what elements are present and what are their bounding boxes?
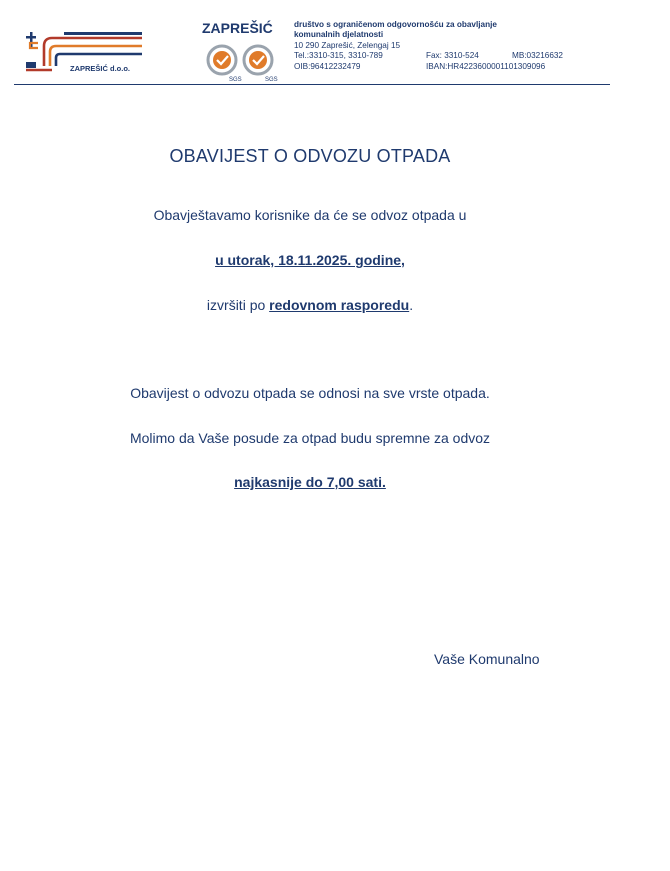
- schedule-suffix: .: [409, 297, 414, 313]
- notice-deadline: [0, 474, 620, 490]
- company-address: 10 290 Zaprešić, Zelengaj 15: [294, 40, 401, 50]
- notice-schedule: [0, 297, 620, 313]
- company-iban: IBAN:HR4223600001101309096: [426, 61, 546, 71]
- logo-caption: ZAPREŠIĆ d.o.o.: [70, 64, 130, 73]
- notice-request: Molimo da Vaše posude za otpad budu spremne za odvoz: [129, 430, 491, 446]
- company-tel: Tel.:3310-315, 3310-789: [294, 51, 383, 61]
- company-oib: OIB:96412232479: [294, 61, 361, 71]
- letterhead: [0, 0, 670, 90]
- notice-scope: Obavijest o odvozu otpada se odnosi na sve vrste otpada.: [130, 385, 490, 401]
- notice-line: Obavještavamo korisnike da će se odvoz otpada u: [153, 207, 467, 223]
- company-info: [294, 20, 563, 72]
- notice-deadline-text: najkasnije do 7,00 sati.: [234, 474, 386, 490]
- company-mb: MB:03216632: [512, 51, 563, 61]
- brand-title: ZAPREŠIĆ: [202, 20, 273, 36]
- schedule-prefix: izvršiti po: [206, 297, 270, 313]
- certification-seal-icon: [205, 41, 285, 83]
- cert-label: SGS: [265, 77, 278, 83]
- notice-date-text: u utorak, 18.11.2025. godine,: [215, 252, 405, 268]
- header-divider: [14, 84, 610, 85]
- signature: Vaše Komunalno: [434, 651, 540, 667]
- page-title: OBAVIJEST O ODVOZU OTPADA: [169, 146, 451, 166]
- cert-label: SGS: [229, 77, 242, 83]
- company-description-2: komunalnih djelatnosti: [294, 30, 384, 40]
- company-fax: Fax: 3310-524: [426, 51, 479, 61]
- company-description: društvo s ograničenom odgovornošću za obavljanje: [294, 20, 497, 29]
- notice-date: [0, 252, 620, 268]
- schedule-emphasis: redovnom rasporedu: [269, 297, 410, 313]
